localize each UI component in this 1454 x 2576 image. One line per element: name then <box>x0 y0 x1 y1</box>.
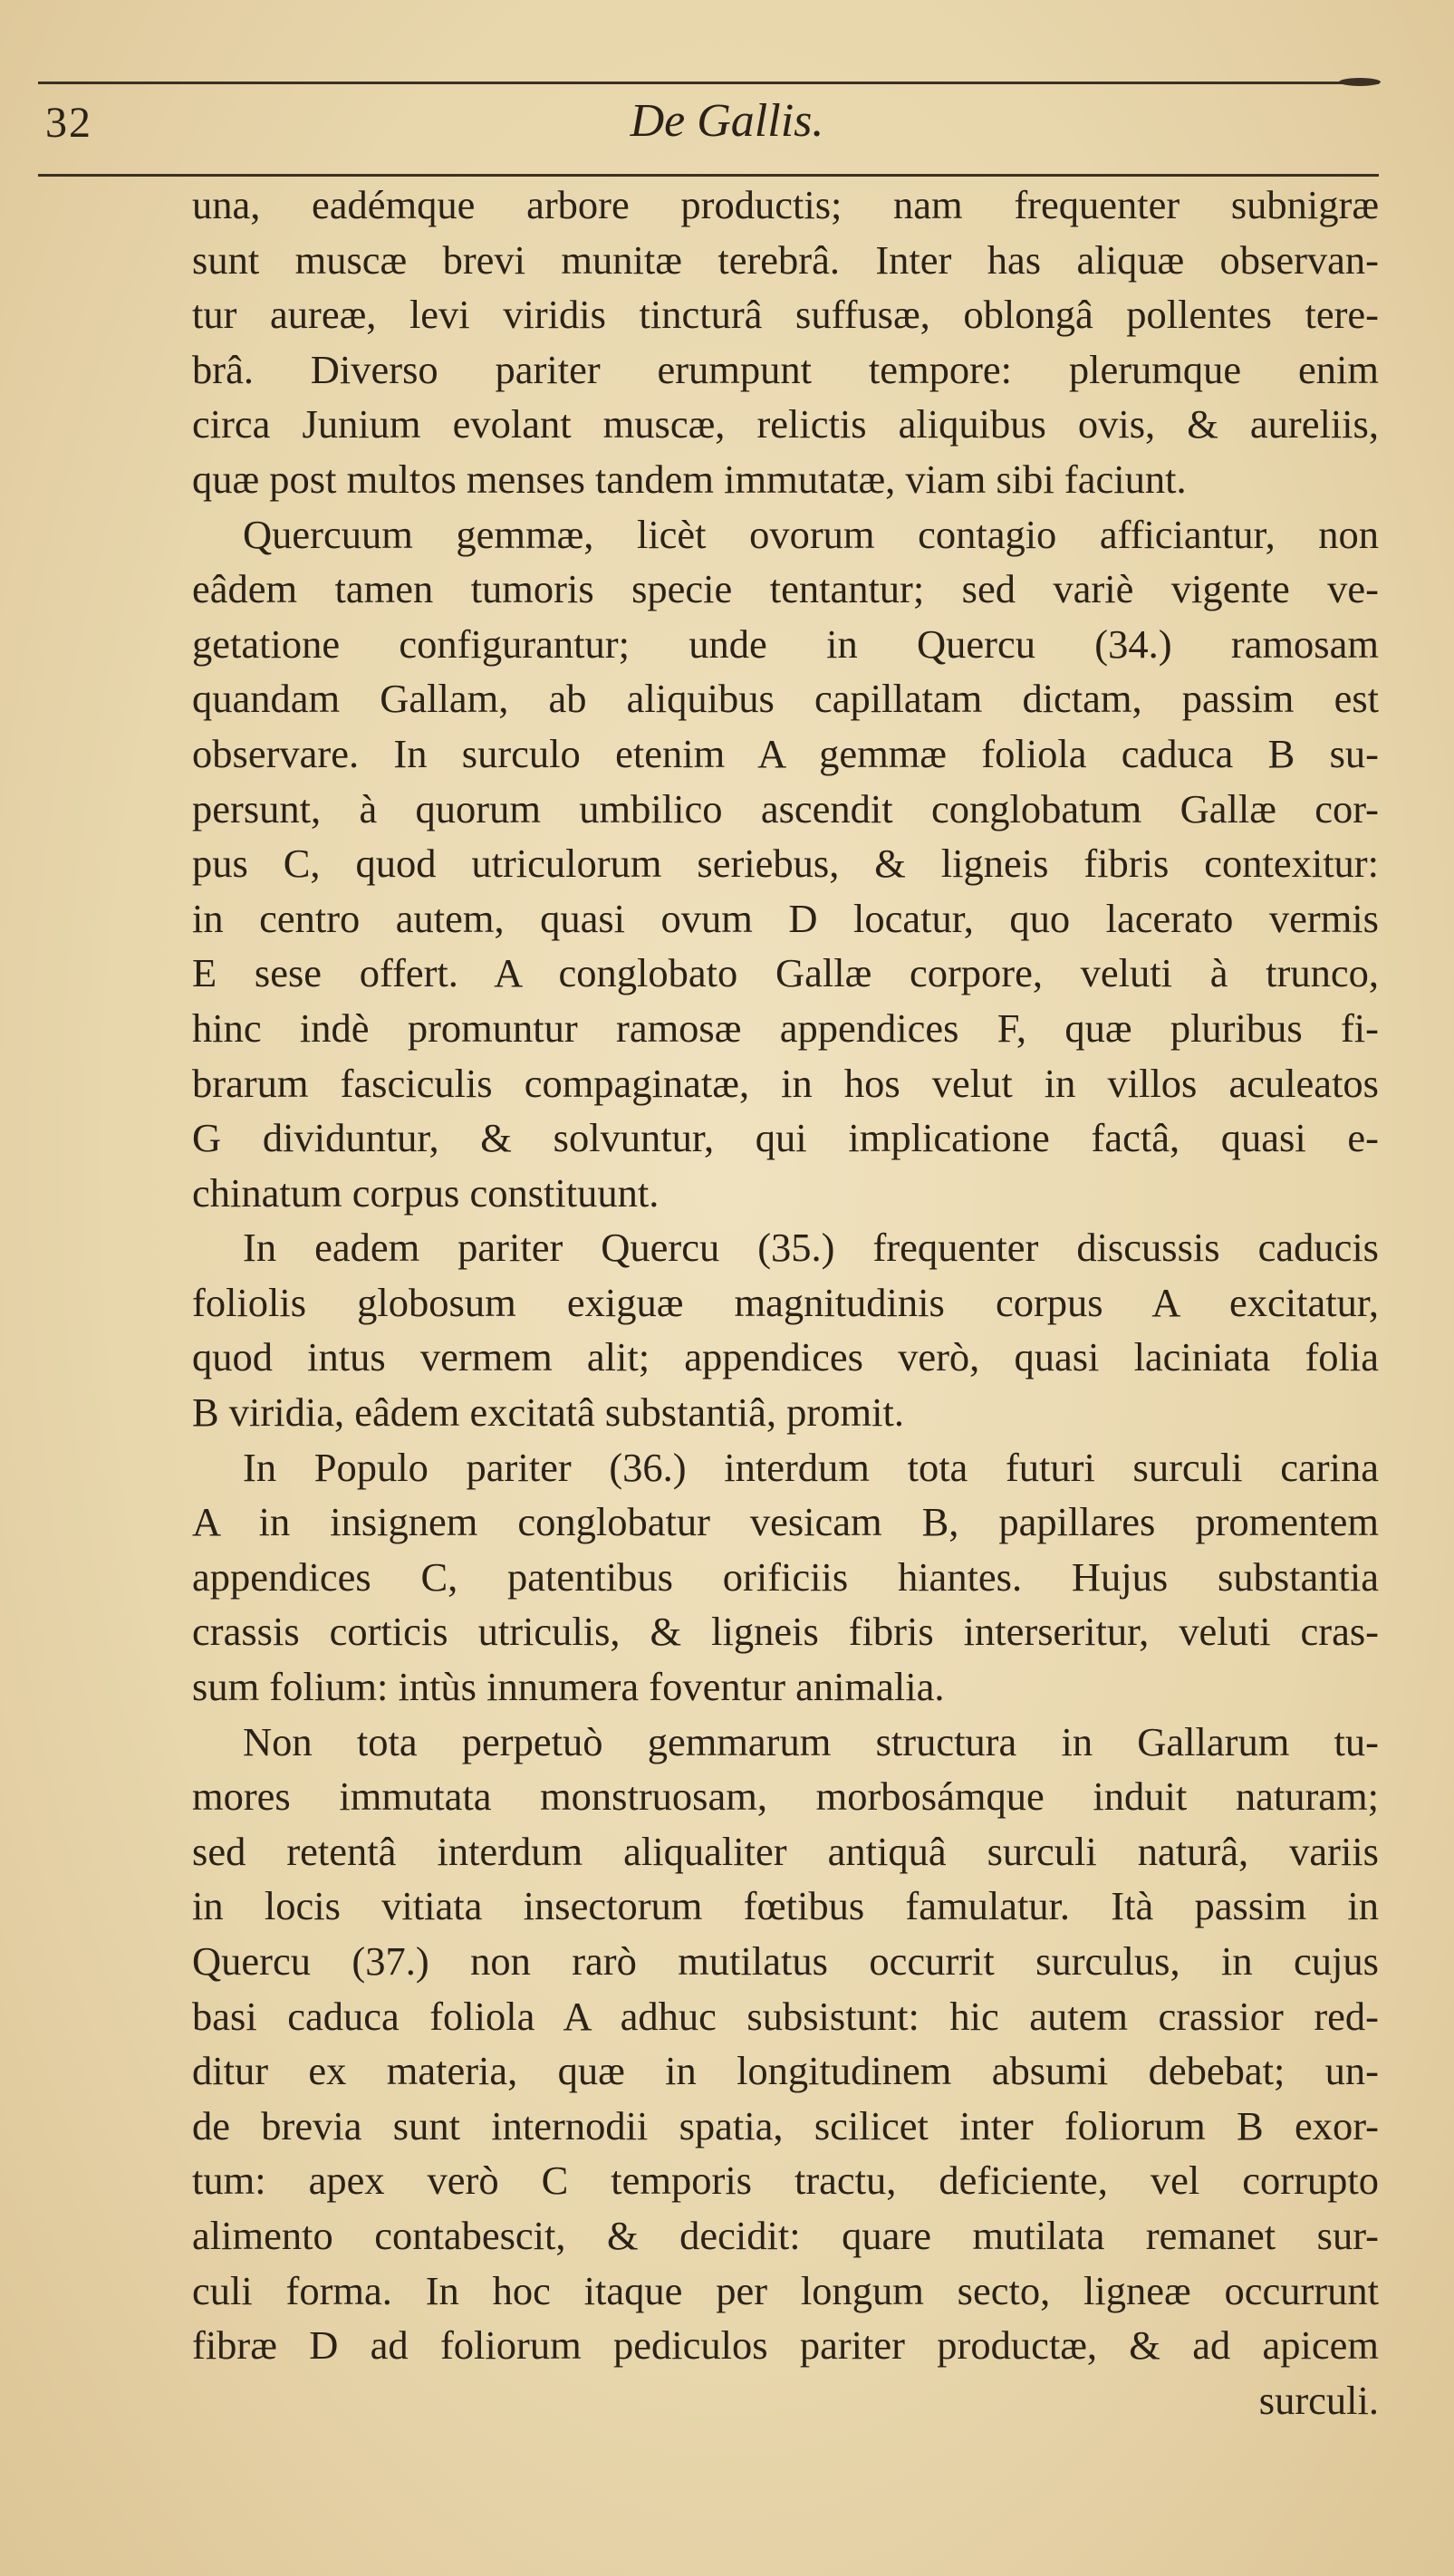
closing-word: surculi. <box>1258 2377 1379 2423</box>
text-line: quæ post multos menses tandem immutatæ, viam sibi faciunt. <box>192 456 1187 502</box>
text-line: tum: apex verò C temporis tractu, deficiente, vel corrupto <box>192 2158 1379 2204</box>
page-number: 32 <box>45 99 92 147</box>
text-line: brâ. Diverso pariter erumpunt tempore: plerumque enim <box>192 346 1379 392</box>
text-line: pus C, quod utriculorum seriebus, & ligneis fibris contexitur: <box>192 841 1379 887</box>
text-line: tur aureæ, levi viridis tincturâ suffusæ, oblongâ pollentes tere- <box>192 292 1379 338</box>
text-line: basi caduca foliola A adhuc subsistunt: hic autem crassior red- <box>192 1993 1379 2039</box>
text-line: In Populo pariter (36.) interdum tota futuri surculi carina <box>243 1444 1379 1490</box>
text-line: crassis corticis utriculis, & ligneis fibris interseritur, veluti cras- <box>192 1609 1379 1655</box>
text-line: in locis vitiata insectorum fœtibus famulatur. Ità passim in <box>192 1883 1379 1929</box>
text-line: A in insignem conglobatur vesicam B, papillares promentem <box>192 1499 1379 1545</box>
text-line: quod intus vermem alit; appendices verò, quasi laciniata folia <box>192 1334 1379 1380</box>
text-line: sunt muscæ brevi munitæ terebrâ. Inter has aliquæ observan- <box>192 236 1379 283</box>
text-line: chinatum corpus constituunt. <box>192 1169 660 1216</box>
text-line: Quercu (37.) non rarò mutilatus occurrit surculus, in cujus <box>192 1938 1379 1984</box>
text-line: de brevia sunt internodii spatia, scilicet inter foliorum B exor- <box>192 2102 1379 2148</box>
text-line: In eadem pariter Quercu (35.) frequenter discussis caducis <box>243 1225 1379 1271</box>
text-line: circa Junium evolant muscæ, relictis aliquibus ovis, & aureliis, <box>192 401 1379 447</box>
header-rule-top <box>38 82 1379 84</box>
running-head: De Gallis. <box>630 95 824 147</box>
text-line: fibræ D ad foliorum pediculos pariter productæ, & ad apicem <box>192 2322 1379 2369</box>
text-line: appendices C, patentibus orificiis hiantes. Hujus substantia <box>192 1553 1379 1600</box>
header-rule-bottom <box>38 174 1379 177</box>
text-line: Non tota perpetuò gemmarum structura in Gallarum tu- <box>243 1718 1379 1764</box>
text-line: getatione configurantur; unde in Quercu (34.) ramosam <box>192 620 1379 667</box>
text-line: sed retentâ interdum aliqualiter antiquâ surculi naturâ, variis <box>192 1828 1379 1874</box>
text-line: in centro autem, quasi ovum D locatur, quo lacerato vermis <box>192 895 1379 941</box>
text-line: alimento contabescit, & decidit: quare mutilata remanet sur- <box>192 2212 1379 2258</box>
text-line: culi forma. In hoc itaque per longum secto, ligneæ occurrunt <box>192 2267 1379 2313</box>
body-text <box>192 178 1379 2427</box>
header-rule-ornament <box>1339 78 1381 86</box>
text-line: persunt, à quorum umbilico ascendit conglobatum Gallæ cor- <box>192 785 1379 831</box>
text-line: eâdem tamen tumoris specie tentantur; sed variè vigente ve- <box>192 566 1379 612</box>
text-line: B viridia, eâdem excitatâ substantiâ, promit. <box>192 1389 904 1436</box>
text-line: G dividuntur, & solvuntur, qui implicatione factâ, quasi e- <box>192 1115 1379 1161</box>
text-line: mores immutata monstruosam, morbosámque induit naturam; <box>192 1773 1379 1820</box>
text-line: brarum fasciculis compaginatæ, in hos velut in villos aculeatos <box>192 1060 1379 1106</box>
text-line: quandam Gallam, ab aliquibus capillatam dictam, passim est <box>192 676 1379 722</box>
text-line: hinc indè promuntur ramosæ appendices F, quæ pluribus fi- <box>192 1004 1379 1051</box>
text-line: Quercuum gemmæ, licèt ovorum contagio afficiantur, non <box>243 511 1379 557</box>
text-line: ditur ex materia, quæ in longitudinem absumi debebat; un- <box>192 2048 1379 2094</box>
text-line: observare. In surculo etenim A gemmæ foliola caduca B su- <box>192 730 1379 776</box>
text-line: E sese offert. A conglobato Gallæ corpore, veluti à trunco, <box>192 950 1379 996</box>
text-line: foliolis globosum exiguæ magnitudinis corpus A excitatur, <box>192 1279 1379 1325</box>
text-line: una, eadémque arbore productis; nam frequenter subnigræ <box>192 182 1379 227</box>
text-line: sum folium: intùs innumera foventur animalia. <box>192 1664 945 1710</box>
